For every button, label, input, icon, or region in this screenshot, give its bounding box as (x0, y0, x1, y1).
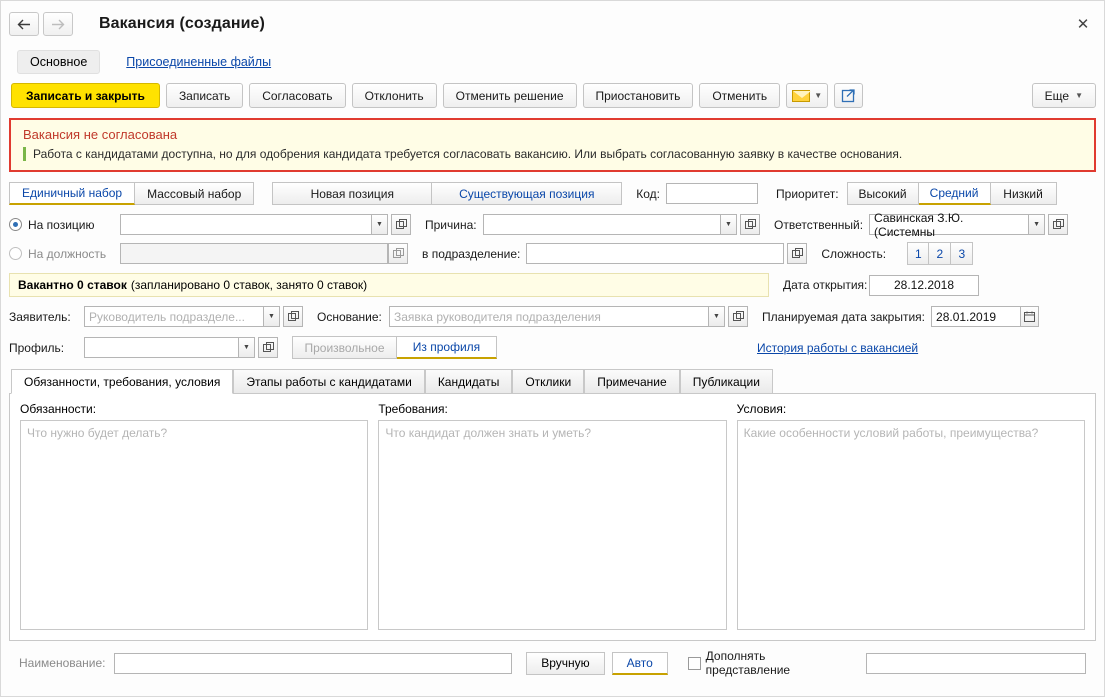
envelope-icon (792, 90, 810, 102)
supplement-checkbox-wrap[interactable] (688, 649, 852, 677)
open-date-input[interactable]: 28.12.2018 (869, 275, 979, 296)
save-button[interactable]: Записать (166, 83, 243, 108)
save-and-close-button[interactable]: Записать и закрыть (11, 83, 160, 108)
close-date-label: Планируемая дата закрытия: (762, 309, 926, 324)
form-row-profile (9, 336, 1096, 359)
chevron-down-icon: ▼ (1075, 91, 1083, 100)
tab-note[interactable]: Примечание (584, 369, 679, 394)
reason-label: Причина: (425, 217, 477, 232)
close-date-input[interactable]: 28.01.2019 (931, 306, 1021, 327)
basis-input[interactable]: Заявка руководителя подразделения (389, 306, 709, 327)
tab-publications[interactable]: Публикации (680, 369, 773, 394)
close-icon[interactable]: ✕ (1076, 16, 1090, 33)
representation-input[interactable] (866, 653, 1086, 674)
duties-label: Обязанности: (20, 402, 97, 416)
history-link[interactable]: История работы с вакансией (757, 340, 919, 355)
warning-text: Работа с кандидатами доступна, но для одобрения кандидата требуется согласовать вакансию. Или выбрать согласованную заявку в качестве основания. (33, 147, 903, 161)
form-row-type (9, 182, 1096, 205)
position-type-tabs (272, 182, 622, 205)
responsible-input[interactable]: Савинская З.Ю. (Системны (869, 214, 1029, 235)
select-icon (745, 219, 756, 230)
tab-new-position[interactable]: Новая позиция (272, 182, 432, 205)
form-row-applicant (9, 306, 1096, 327)
department-input[interactable] (526, 243, 784, 264)
profile-mode-tabs (292, 336, 497, 359)
select-icon (393, 248, 404, 259)
select-icon (733, 311, 744, 322)
complexity-3[interactable]: 3 (951, 242, 973, 265)
label-on-position: На позицию (28, 217, 95, 232)
applicant-select-button[interactable] (283, 306, 303, 327)
more-label: Еще (1044, 88, 1070, 103)
profile-dropdown-icon[interactable]: ▼ (239, 337, 255, 358)
supplement-label: Дополнять представление (705, 649, 791, 677)
position-input[interactable] (120, 214, 372, 235)
tab-candidate-stages[interactable]: Этапы работы с кандидатами (233, 369, 424, 394)
applicant-label: Заявитель: (9, 309, 71, 324)
complexity-1[interactable]: 1 (907, 242, 929, 265)
external-link-icon (841, 88, 856, 103)
back-button[interactable] (9, 12, 39, 36)
detail-tabs (11, 369, 1096, 394)
conditions-column (737, 402, 1085, 630)
position-select-button[interactable] (391, 214, 411, 235)
code-input[interactable] (666, 183, 758, 204)
profile-mode-from-profile[interactable]: Из профиля (397, 336, 497, 359)
profile-input[interactable] (84, 337, 239, 358)
manual-mode-button[interactable]: Вручную (526, 652, 604, 675)
post-select-button[interactable] (388, 243, 408, 264)
form-row-post (9, 242, 1096, 265)
arrow-left-icon (17, 19, 31, 30)
detail-panel (9, 393, 1096, 641)
approve-button[interactable]: Согласовать (249, 83, 345, 108)
form-row-position (9, 210, 1096, 239)
form-row-vacant (9, 273, 1096, 297)
conditions-label: Условия: (736, 402, 787, 416)
cancel-decision-button[interactable]: Отменить решение (443, 83, 577, 108)
department-select-button[interactable] (787, 243, 807, 264)
tab-responses[interactable]: Отклики (512, 369, 584, 394)
priority-high[interactable]: Высокий (847, 182, 919, 205)
nav-tabs (1, 47, 1104, 77)
basis-select-button[interactable] (728, 306, 748, 327)
radio-on-post[interactable] (9, 247, 22, 260)
responsible-dropdown-icon[interactable]: ▼ (1029, 214, 1045, 235)
tab-duties-requirements-conditions[interactable]: Обязанности, требования, условия (11, 369, 233, 394)
tab-mass-set[interactable]: Массовый набор (135, 182, 254, 205)
select-icon (288, 311, 299, 322)
code-label: Код: (636, 186, 661, 201)
priority-medium[interactable]: Средний (919, 182, 991, 205)
complexity-options (907, 242, 973, 265)
profile-select-button[interactable] (258, 337, 278, 358)
radio-on-position[interactable] (9, 218, 22, 231)
reason-input[interactable] (483, 214, 721, 235)
vacant-banner (9, 273, 769, 297)
tab-existing-position[interactable]: Существующая позиция (432, 182, 622, 205)
title-bar (1, 1, 1104, 47)
position-dropdown-icon[interactable]: ▼ (372, 214, 388, 235)
open-date-label: Дата открытия: (783, 278, 868, 292)
complexity-2[interactable]: 2 (929, 242, 951, 265)
post-input[interactable] (120, 243, 388, 264)
arrow-right-icon (51, 19, 65, 30)
reason-dropdown-icon[interactable]: ▼ (721, 214, 737, 235)
responsible-select-button[interactable] (1048, 214, 1068, 235)
warning-panel (9, 118, 1096, 172)
priority-options (847, 182, 1057, 205)
tab-attached-files[interactable]: Присоединенные файлы (126, 55, 272, 69)
basis-label: Основание: (317, 309, 382, 324)
tab-single-set[interactable]: Единичный набор (9, 182, 135, 205)
basis-dropdown-icon[interactable]: ▼ (709, 306, 725, 327)
mail-button[interactable] (786, 83, 828, 108)
requirements-label: Требования: (378, 402, 448, 416)
priority-low[interactable]: Низкий (991, 182, 1057, 205)
select-icon (792, 248, 803, 259)
supplement-checkbox[interactable] (688, 657, 701, 670)
cancel-button[interactable]: Отменить (699, 83, 780, 108)
select-icon (1053, 219, 1064, 230)
profile-mode-custom[interactable]: Произвольное (292, 336, 397, 359)
warning-body (23, 147, 1084, 161)
tab-candidates[interactable]: Кандидаты (425, 369, 513, 394)
forward-button[interactable] (43, 12, 73, 36)
applicant-dropdown-icon[interactable]: ▼ (264, 306, 280, 327)
profile-label: Профиль: (9, 340, 65, 355)
vacant-count: Вакантно 0 ставок (18, 278, 127, 292)
warning-accent-bar (23, 147, 26, 161)
label-on-post: На должность (28, 246, 107, 261)
select-icon (263, 342, 274, 353)
footer-bar (9, 641, 1096, 677)
vacant-details: (запланировано 0 ставок, занято 0 ставок) (130, 278, 368, 292)
reason-select-button[interactable] (740, 214, 760, 235)
department-label: в подразделение: (422, 246, 521, 261)
requirements-column (378, 402, 726, 630)
chevron-down-icon: ▼ (814, 91, 823, 100)
name-label: Наименование: (19, 656, 106, 670)
duties-textarea[interactable]: Что нужно будет делать? (20, 420, 368, 630)
requirements-textarea[interactable]: Что кандидат должен знать и уметь? (378, 420, 726, 630)
set-type-tabs (9, 182, 254, 205)
complexity-label: Сложность: (821, 246, 887, 261)
external-link-button[interactable] (834, 83, 863, 108)
warning-title: Вакансия не согласована (23, 127, 178, 142)
auto-mode-button[interactable]: Авто (612, 652, 668, 675)
name-input[interactable] (114, 653, 513, 674)
calendar-icon[interactable] (1021, 306, 1039, 327)
reject-button[interactable]: Отклонить (352, 83, 437, 108)
suspend-button[interactable]: Приостановить (583, 83, 694, 108)
page-title: Вакансия (создание) (99, 15, 265, 32)
applicant-input[interactable]: Руководитель подразделе... (84, 306, 264, 327)
conditions-textarea[interactable]: Какие особенности условий работы, преимущества? (737, 420, 1085, 630)
duties-column (20, 402, 368, 630)
tab-osnovnoe[interactable]: Основное (17, 50, 100, 74)
priority-label: Приоритет: (776, 186, 839, 201)
more-button[interactable] (1032, 83, 1096, 108)
command-bar (1, 77, 1104, 116)
responsible-label: Ответственный: (774, 217, 864, 232)
vacancy-form (1, 172, 1104, 677)
select-icon (396, 219, 407, 230)
